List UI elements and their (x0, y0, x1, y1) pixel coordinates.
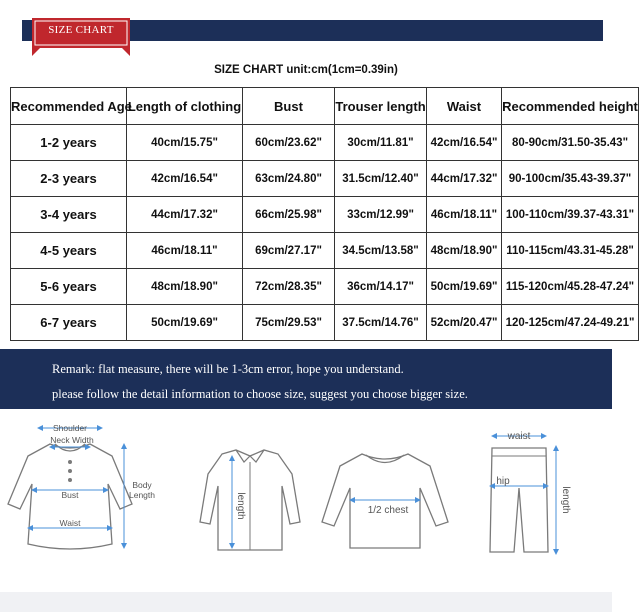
cell-height: 90-100cm/35.43-39.37" (502, 161, 639, 197)
cell-bust: 75cm/29.53" (243, 305, 335, 341)
remark-line-2: please follow the detail information to choose size, suggest you choose bigger size. (52, 387, 468, 401)
header-bust: Bust (243, 88, 335, 125)
table-row (11, 305, 639, 341)
remark-line-1: Remark: flat measure, there will be 1-3cm error, hope you understand. (52, 362, 404, 376)
button-icon (68, 460, 72, 464)
cell-height: 110-115cm/43.31-45.28" (502, 233, 639, 269)
cell-height: 100-110cm/39.37-43.31" (502, 197, 639, 233)
button-icon (68, 469, 72, 473)
cell-bust: 72cm/28.35" (243, 269, 335, 305)
table-header-row (11, 88, 639, 125)
header-length: Length of clothing (127, 88, 243, 125)
cell-waist: 50cm/19.69" (427, 269, 502, 305)
bottom-strip (0, 592, 612, 612)
chest-label: 1/2 chest (367, 505, 409, 516)
dress-diagram (8, 423, 155, 549)
cell-height: 120-125cm/47.24-49.21" (502, 305, 639, 341)
cell-bust: 60cm/23.62" (243, 125, 335, 161)
cell-waist: 42cm/16.54" (427, 125, 502, 161)
cell-length: 48cm/18.90" (127, 269, 243, 305)
cell-age: 5-6 years (11, 269, 127, 305)
header-trouser-length: Trouser length (335, 88, 427, 125)
cell-trouser-length: 37.5cm/14.76" (335, 305, 427, 341)
header-height: Recommended height (502, 88, 639, 125)
body-length-label-line1: Body (132, 480, 152, 490)
remark-banner (0, 349, 612, 409)
pants-outline-icon (490, 448, 548, 552)
cell-waist: 44cm/17.32" (427, 161, 502, 197)
measurement-diagrams (0, 414, 612, 584)
cell-trouser-length: 36cm/14.17" (335, 269, 427, 305)
cell-length: 50cm/19.69" (127, 305, 243, 341)
button-icon (68, 478, 72, 482)
cell-bust: 66cm/25.98" (243, 197, 335, 233)
measurement-diagrams-svg (0, 414, 612, 584)
table-row (11, 125, 639, 161)
cell-age: 6-7 years (11, 305, 127, 341)
cell-length: 44cm/17.32" (127, 197, 243, 233)
pants-diagram (490, 431, 571, 552)
shirt-length-label: length (235, 492, 246, 520)
cell-height: 80-90cm/31.50-35.43" (502, 125, 639, 161)
size-chart-label: SIZE CHART (48, 24, 114, 36)
header-age: Recommended Age (11, 88, 127, 125)
cell-waist: 46cm/18.11" (427, 197, 502, 233)
size-table (10, 87, 639, 341)
cell-length: 42cm/16.54" (127, 161, 243, 197)
sweater-diagram (322, 454, 448, 548)
cell-age: 1-2 years (11, 125, 127, 161)
table-row (11, 269, 639, 305)
cell-age: 3-4 years (11, 197, 127, 233)
cell-bust: 69cm/27.17" (243, 233, 335, 269)
cell-trouser-length: 34.5cm/13.58" (335, 233, 427, 269)
shoulder-label: Shoulder (52, 423, 88, 433)
size-chart-ribbon (32, 18, 130, 56)
table-row (11, 233, 639, 269)
table-caption: SIZE CHART unit:cm(1cm=0.39in) (214, 64, 398, 76)
shirt-diagram (200, 450, 300, 550)
table-row (11, 161, 639, 197)
cell-length: 40cm/15.75" (127, 125, 243, 161)
cell-waist: 48cm/18.90" (427, 233, 502, 269)
cell-trouser-length: 33cm/12.99" (335, 197, 427, 233)
waist-label: Waist (59, 518, 81, 528)
cell-trouser-length: 31.5cm/12.40" (335, 161, 427, 197)
header-waist: Waist (427, 88, 502, 125)
body-length-label-line2: Length (129, 490, 155, 500)
cell-bust: 63cm/24.80" (243, 161, 335, 197)
cell-length: 46cm/18.11" (127, 233, 243, 269)
cell-height: 115-120cm/45.28-47.24" (502, 269, 639, 305)
cell-age: 4-5 years (11, 233, 127, 269)
pants-waist-label: waist (507, 431, 531, 442)
cell-trouser-length: 30cm/11.81" (335, 125, 427, 161)
table-row (11, 197, 639, 233)
sweater-outline-icon (322, 454, 448, 548)
neck-width-label: Neck Width (50, 435, 94, 445)
cell-waist: 52cm/20.47" (427, 305, 502, 341)
bust-label: Bust (61, 490, 79, 500)
pants-hip-label: hip (496, 476, 510, 487)
pants-length-label: length (560, 486, 571, 514)
cell-age: 2-3 years (11, 161, 127, 197)
